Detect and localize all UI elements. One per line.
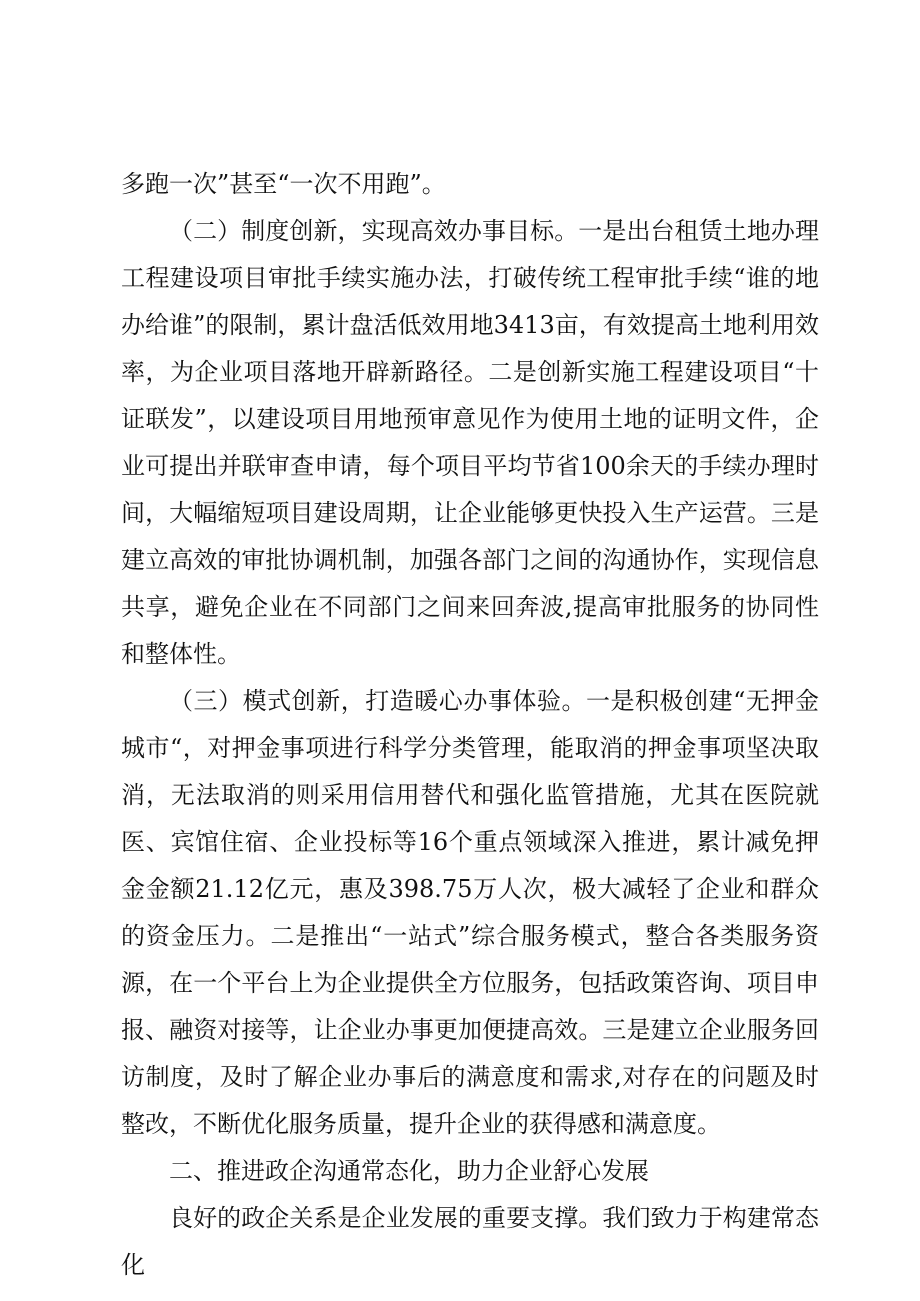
document-body <box>121 161 819 1289</box>
paragraph-continuation: 多跑一次”甚至“一次不用跑”。 <box>121 170 446 198</box>
section-heading: 二、推进政企沟通常态化，助力企业舒心发展 <box>169 1157 649 1185</box>
paragraph-section-intro: 良好的政企关系是企业发展的重要支撑。我们致力于构建常态化 <box>121 1204 819 1279</box>
paragraph-institutional-innovation: （二）制度创新，实现高效办事目标。一是出台租赁土地办理工程建设项目审批手续实施办法，打破传统工程审批手续“谁的地办给谁”的限制，累计盘活低效用地3413亩，有效提高土地利用效率，为企业项目落地开辟新路径。二是创新实施工程建设项目“十证联发”，以建设项目用地预审意见作为使用土地的证明文件，企业可提出并联审查申请，每个项目平均节省100余天的手续办理时间，大幅缩短项目建设周期，让企业能够更快投入生产运营。三是建立高效的审批协调机制，加强各部门之间的沟通协作，实现信息共享，避免企业在不同部门之间来回奔波,提高审批服务的协同性和整体性。 <box>121 217 819 668</box>
paragraph-model-innovation: （三）模式创新，打造暖心办事体验。一是积极创建“无押金城市“，对押金事项进行科学分类管理，能取消的押金事项坚决取消，无法取消的则采用信用替代和强化监管措施，尤其在医院就医、宾馆住宿、企业投标等16个重点领域深入推进，累计减免押金金额21.12亿元，惠及398.75万人次，极大减轻了企业和群众的资金压力。二是推出“一站式”综合服务模式，整合各类服务资源，在一个平台上为企业提供全方位服务，包括政策咨询、项目申报、融资对接等，让企业办事更加便捷高效。三是建立企业服务回访制度，及时了解企业办事后的满意度和需求,对存在的问题及时整改，不断优化服务质量，提升企业的获得感和满意度。 <box>121 687 819 1138</box>
